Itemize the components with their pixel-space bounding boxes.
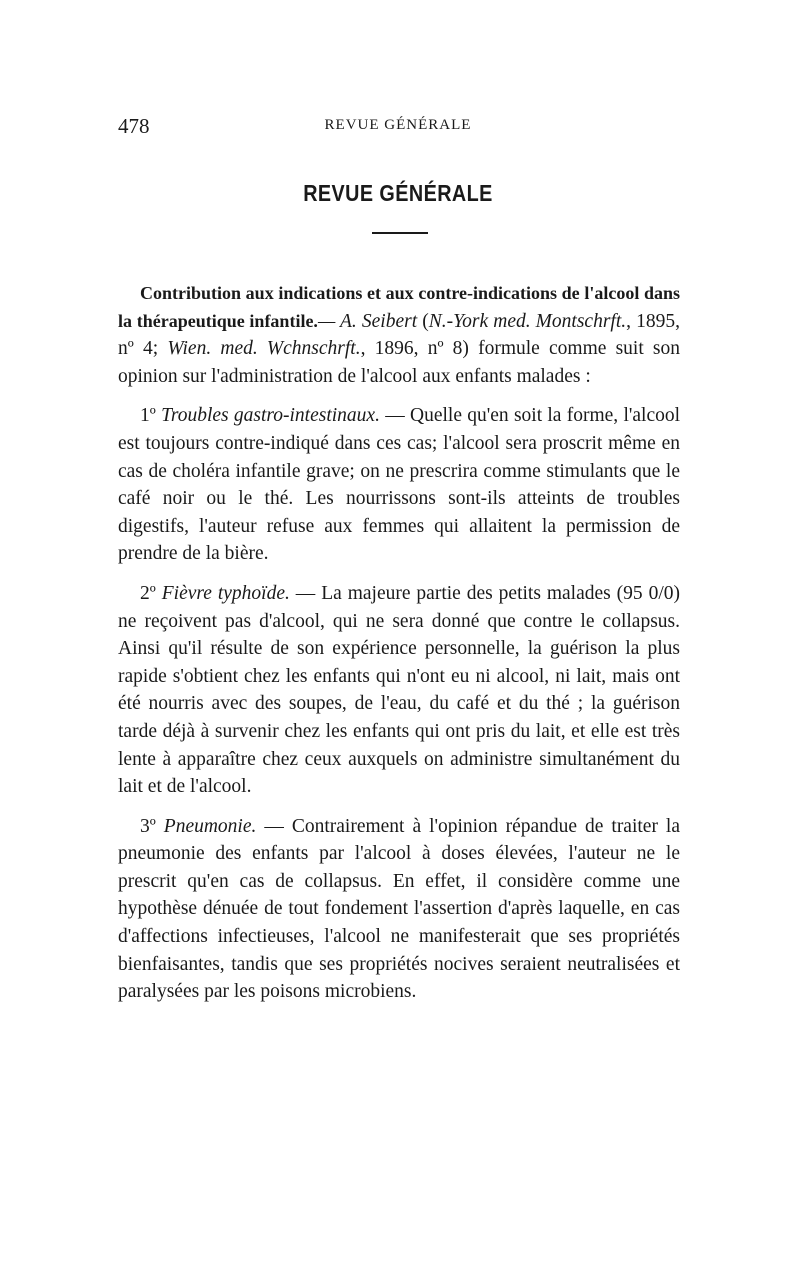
section-number: 1º <box>140 405 162 427</box>
reference-open: ( <box>417 310 429 332</box>
section-number: 2º <box>140 582 162 604</box>
page-number: 478 <box>118 114 150 138</box>
section-paragraph-3 <box>118 813 680 1006</box>
reference-details-2: , 1896, nº 8) formule comme suit son opinion sur l'administration de l'alcool aux enfants malades : <box>118 338 681 387</box>
section-heading: Pneumonie. <box>163 815 257 837</box>
reference-journal-1: N.-York med. Montschrft. <box>428 310 627 332</box>
article-heading: Contribution aux indications et aux contre-indications de l'alcool dans la thérapeutique infantile. <box>118 283 680 331</box>
section-text: — Contrairement à l'opinion répandue de traiter la pneumonie des enfants par l'alcool à doses élevées, l'auteur ne le prescrit qu'en cas de collapsus. En effet, il considère comme une hypothèse dénuée de tout fondement l'assertion d'après laquelle, en cas d'affections infectieuses, l'alcool ne manifesterait que ses propriétés bienfaisantes, tandis que ses propriétés nocives seraient neutralisées et paralysées par les poisons microbiens. <box>118 815 680 1003</box>
section-title: REVUE GÉNÉRALE <box>303 180 493 206</box>
section-text: — Quelle qu'en soit la forme, l'alcool est toujours contre-indiqué dans ces cas; l'alcool sera proscrit même en cas de choléra infantile grave; on ne prescrira comme stimulants que le café noir ou le thé. Les nourrissons sont-ils atteints de troubles digestifs, l'auteur refuse aux femmes qui allaitent la permission de prendre de la bière. <box>118 405 681 565</box>
article-intro <box>118 280 680 390</box>
article-author: — A. Seibert <box>317 310 418 332</box>
section-heading: Fièvre typhoïde. <box>161 582 290 604</box>
section-paragraph-2 <box>118 580 680 801</box>
article-body <box>118 280 680 1006</box>
running-title: REVUE GÉNÉRALE <box>324 117 472 133</box>
section-text: — La majeure partie des petits malades (95 0/0) ne reçoivent pas d'alcool, qui ne sera donné que contre le collapsus. Ainsi qu'il résulte de son expérience personnelle, la guérison la plus rapide s'obtient chez les enfants qui n'ont eu ni alcool, ni lait, mais ont été nourris avec des soupes, de l'eau, du café et du thé ; la guérison tarde déjà à survenir chez les enfants qui ont pris du lait, et elle est très lente à apparaître chez ceux auxquels on administre simultanément du lait et de l'alcool. <box>118 582 680 798</box>
title-rule <box>372 232 428 234</box>
section-number: 3º <box>140 815 164 837</box>
section-heading: Troubles gastro-intestinaux. <box>161 405 380 427</box>
running-header <box>118 114 678 140</box>
reference-journal-2: Wien. med. Wchnschrft. <box>167 338 361 360</box>
reference-details-1: , 1895, nº 4; <box>118 310 680 360</box>
section-paragraph-1 <box>118 402 680 568</box>
